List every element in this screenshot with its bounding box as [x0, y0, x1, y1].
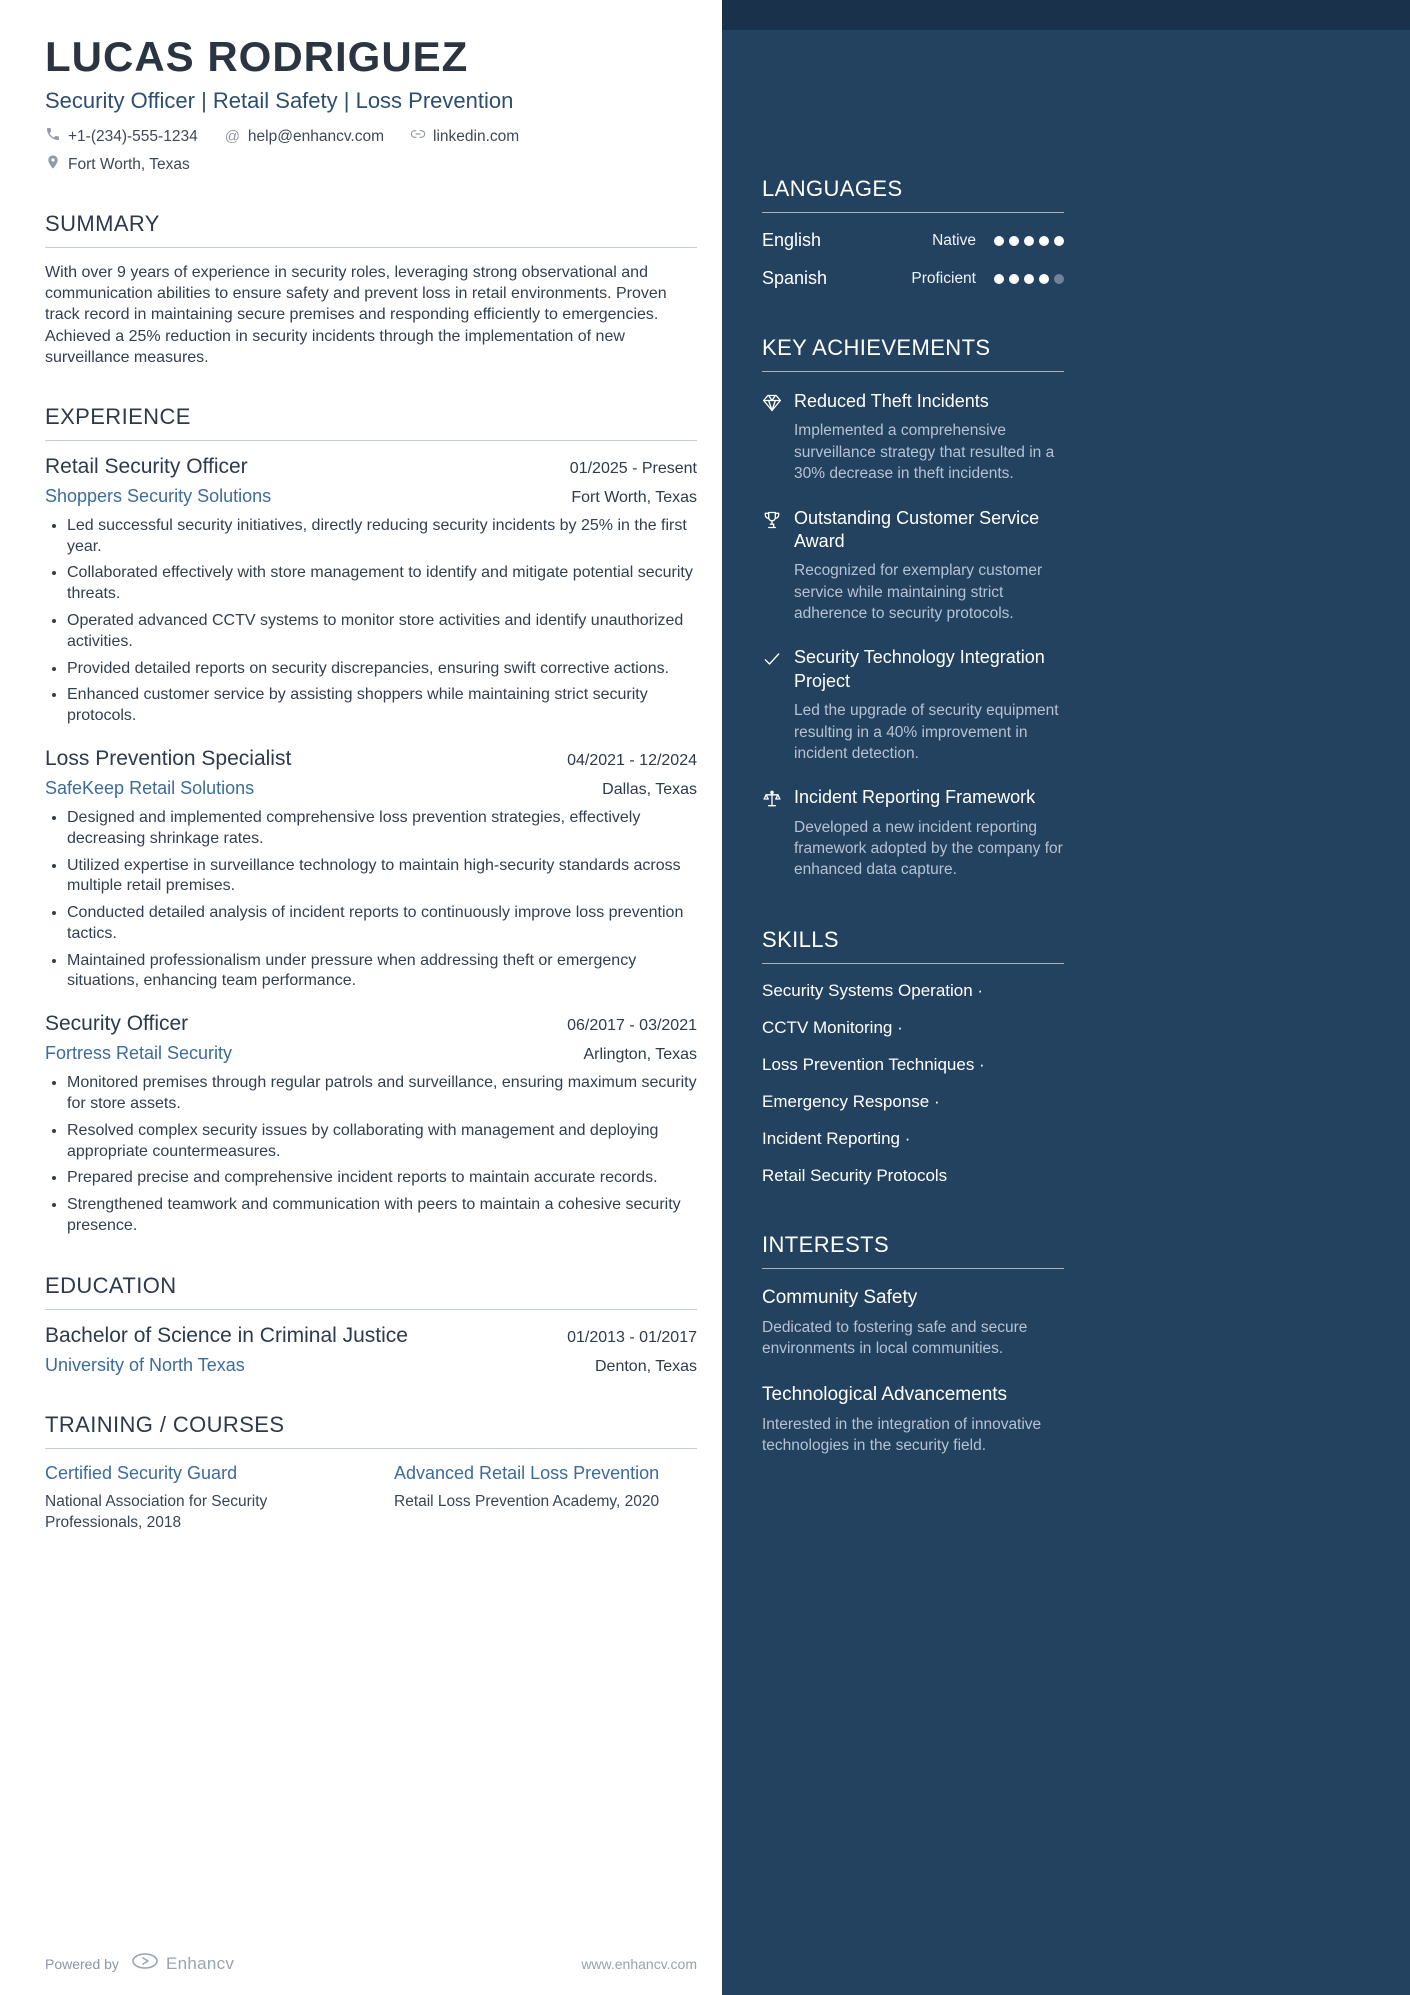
school-name: University of North Texas	[45, 1354, 245, 1375]
rating-dot	[994, 274, 1004, 284]
interests-heading: INTERESTS	[762, 1232, 1064, 1269]
location-text: Fort Worth, Texas	[68, 155, 190, 173]
rating-dot	[994, 236, 1004, 246]
headline: Security Officer | Retail Safety | Loss Prevention	[45, 88, 514, 114]
course-title: Certified Security Guard	[45, 1462, 238, 1483]
experience-section	[45, 404, 697, 1237]
skill-item: Emergency Response ·	[762, 1091, 940, 1111]
powered-by-label: Powered by	[45, 1955, 119, 1972]
bullet: • Maintained professionalism under pressure when addressing theft or emergency situations, enhancing team performance.	[67, 951, 697, 993]
brand-name: Enhancv	[165, 1953, 235, 1973]
website-link[interactable]: www.enhancv.com	[581, 1955, 697, 1972]
language-row	[762, 230, 1064, 251]
summary-section	[45, 211, 697, 368]
summary-heading: SUMMARY	[45, 211, 697, 248]
contact-section	[45, 126, 697, 175]
job-bullets	[45, 1073, 697, 1237]
interest-item	[762, 1384, 1064, 1457]
interest-title: Community Safety	[762, 1286, 918, 1308]
language-row	[762, 268, 1064, 289]
interests-section	[762, 1232, 1064, 1457]
job-title: Security Officer	[45, 1012, 189, 1036]
header	[45, 34, 697, 175]
course-provider: National Association for Security Professionals, 2018	[45, 1492, 268, 1531]
bullet: • Conducted detailed analysis of incident reports to continuously improve loss prevention tactics.	[67, 903, 697, 945]
experience-heading: EXPERIENCE	[45, 404, 697, 441]
job-dates: 04/2021 - 12/2024	[567, 751, 697, 769]
gem-icon	[762, 393, 782, 485]
training-section	[45, 1412, 697, 1534]
job-entry	[45, 1012, 697, 1237]
language-level: Proficient	[911, 269, 976, 287]
course-entry	[394, 1463, 697, 1534]
job-location: Arlington, Texas	[583, 1046, 697, 1064]
enhancv-brand[interactable]	[131, 1952, 234, 1975]
bullet: • Collaborated effectively with store management to identify and mitigate potential security threats.	[67, 563, 697, 605]
email-contact	[224, 128, 384, 146]
achievement-item	[762, 390, 1064, 485]
skill-item: Security Systems Operation ·	[762, 980, 984, 1000]
bullet: • Resolved complex security issues by collaborating with management and deploying appropriate countermeasures.	[67, 1121, 697, 1163]
education-section	[45, 1273, 697, 1376]
languages-section	[762, 176, 1064, 289]
school-location: Denton, Texas	[595, 1357, 697, 1375]
education-heading: EDUCATION	[45, 1273, 697, 1310]
job-bullets	[45, 516, 697, 727]
rating-dot	[1024, 274, 1034, 284]
achievement-text: Recognized for exemplary customer service while maintaining strict adherence to security protocols.	[794, 562, 1043, 623]
location-pin-icon	[45, 154, 61, 175]
sidebar	[722, 0, 1410, 1995]
bullet: • Prepared precise and comprehensive incident reports to maintain accurate records.	[67, 1168, 697, 1189]
phone-contact	[45, 126, 198, 147]
interest-item	[762, 1287, 1064, 1360]
job-company: Shoppers Security Solutions	[45, 485, 272, 506]
bullet: • Provided detailed reports on security discrepancies, ensuring swift corrective actions.	[67, 659, 697, 680]
rating-dot	[1054, 274, 1064, 284]
phone-icon	[45, 126, 61, 147]
language-name: Spanish	[762, 268, 828, 288]
achievement-item	[762, 507, 1064, 625]
skills-heading: SKILLS	[762, 927, 1064, 964]
bullet: • Led successful security initiatives, directly reducing security incidents by 25% in the first year.	[67, 516, 697, 558]
job-entry	[45, 747, 697, 992]
person-name: LUCAS RODRIGUEZ	[45, 33, 469, 80]
skill-item: CCTV Monitoring ·	[762, 1017, 903, 1037]
phone-number[interactable]: +1-(234)-555-1234	[68, 127, 198, 145]
page-footer	[45, 1952, 697, 1975]
job-dates: 01/2025 - Present	[569, 459, 697, 477]
trophy-icon	[762, 510, 782, 625]
training-heading: TRAINING / COURSES	[45, 1412, 697, 1449]
rating-dot	[1009, 274, 1019, 284]
course-provider: Retail Loss Prevention Academy, 2020	[394, 1492, 660, 1510]
job-company: SafeKeep Retail Solutions	[45, 777, 255, 798]
summary-text: With over 9 years of experience in security roles, leveraging strong observational and communication abilities to ensure safety and prevent loss in retail environments. Proven track record in maintaining secure premises and responding efficiently to emergencies. Achieved a 25% reduction in security incidents through the implementation of new surveillance measures.	[45, 264, 667, 366]
bullet: • Operated advanced CCTV systems to monitor store activities and identify unauthorized activities.	[67, 611, 697, 653]
achievement-title: Security Technology Integration Project	[794, 647, 1045, 691]
job-bullets	[45, 808, 697, 992]
achievement-item	[762, 786, 1064, 881]
scales-icon	[762, 789, 782, 881]
languages-heading: LANGUAGES	[762, 176, 1064, 213]
check-icon	[762, 649, 782, 764]
skill-item: Loss Prevention Techniques ·	[762, 1054, 985, 1074]
job-company: Fortress Retail Security	[45, 1043, 233, 1064]
language-level: Native	[932, 231, 976, 249]
achievement-item	[762, 646, 1064, 764]
job-title: Retail Security Officer	[45, 454, 248, 478]
achievement-text: Developed a new incident reporting framework adopted by the company for enhanced data capture.	[794, 818, 1063, 879]
achievements-heading: KEY ACHIEVEMENTS	[762, 335, 1064, 372]
rating-dot	[1039, 274, 1049, 284]
training-columns	[45, 1463, 697, 1534]
linkedin-link[interactable]: linkedin.com	[433, 127, 520, 145]
skills-section	[762, 927, 1064, 1186]
bullet: • Utilized expertise in surveillance technology to maintain high-security standards across multiple retail premises.	[67, 856, 697, 898]
job-title: Loss Prevention Specialist	[45, 746, 292, 770]
achievement-title: Outstanding Customer Service Award	[794, 507, 1040, 551]
skill-item: Retail Security Protocols	[762, 1165, 948, 1185]
bullet: • Designed and implemented comprehensive loss prevention strategies, effectively decreasing shrinkage rates.	[67, 808, 697, 850]
bullet: • Monitored premises through regular patrols and surveillance, ensuring maximum security for store assets.	[67, 1073, 697, 1115]
rating-dot	[1054, 236, 1064, 246]
achievements-section	[762, 335, 1064, 881]
interest-title: Technological Advancements	[762, 1383, 1008, 1405]
sidebar-content	[762, 176, 1064, 1456]
enhancv-logo-icon	[131, 1952, 159, 1975]
achievement-text: Implemented a comprehensive surveillance strategy that resulted in a 30% decrease in theft incidents.	[794, 422, 1055, 483]
interest-text: Dedicated to fostering safe and secure environments in local communities.	[762, 1318, 1028, 1358]
contact-row-2	[45, 154, 697, 175]
link-contact	[410, 126, 519, 147]
language-name: English	[762, 230, 822, 250]
job-dates: 06/2017 - 03/2021	[567, 1017, 697, 1035]
interest-text: Interested in the integration of innovative technologies in the security field.	[762, 1415, 1042, 1454]
course-entry	[45, 1463, 348, 1534]
education-dates: 01/2013 - 01/2017	[567, 1328, 697, 1346]
achievement-text: Led the upgrade of security equipment resulting in a 40% improvement in incident detection.	[794, 702, 1059, 762]
job-location: Dallas, Texas	[602, 780, 697, 798]
bullet: • Enhanced customer service by assisting shoppers while maintaining strict security protocols.	[67, 685, 697, 727]
contact-row-1	[45, 126, 697, 147]
course-title: Advanced Retail Loss Prevention	[394, 1462, 660, 1483]
location-contact	[45, 154, 190, 175]
rating-dot	[1024, 236, 1034, 246]
job-entry	[45, 455, 697, 727]
language-rating-dots	[994, 274, 1064, 284]
achievement-title: Reduced Theft Incidents	[794, 391, 989, 411]
language-rating-dots	[994, 236, 1064, 246]
skill-item: Incident Reporting ·	[762, 1128, 911, 1148]
bullet: • Strengthened teamwork and communication with peers to maintain a cohesive security presence.	[67, 1195, 697, 1237]
rating-dot	[1039, 236, 1049, 246]
powered-by	[45, 1952, 234, 1975]
rating-dot	[1009, 236, 1019, 246]
link-icon	[410, 126, 426, 147]
email-address[interactable]: help@enhancv.com	[247, 127, 385, 145]
degree-title: Bachelor of Science in Criminal Justice	[45, 1323, 408, 1347]
email-icon: @	[224, 128, 240, 146]
job-location: Fort Worth, Texas	[571, 488, 697, 506]
achievement-title: Incident Reporting Framework	[794, 787, 1036, 808]
